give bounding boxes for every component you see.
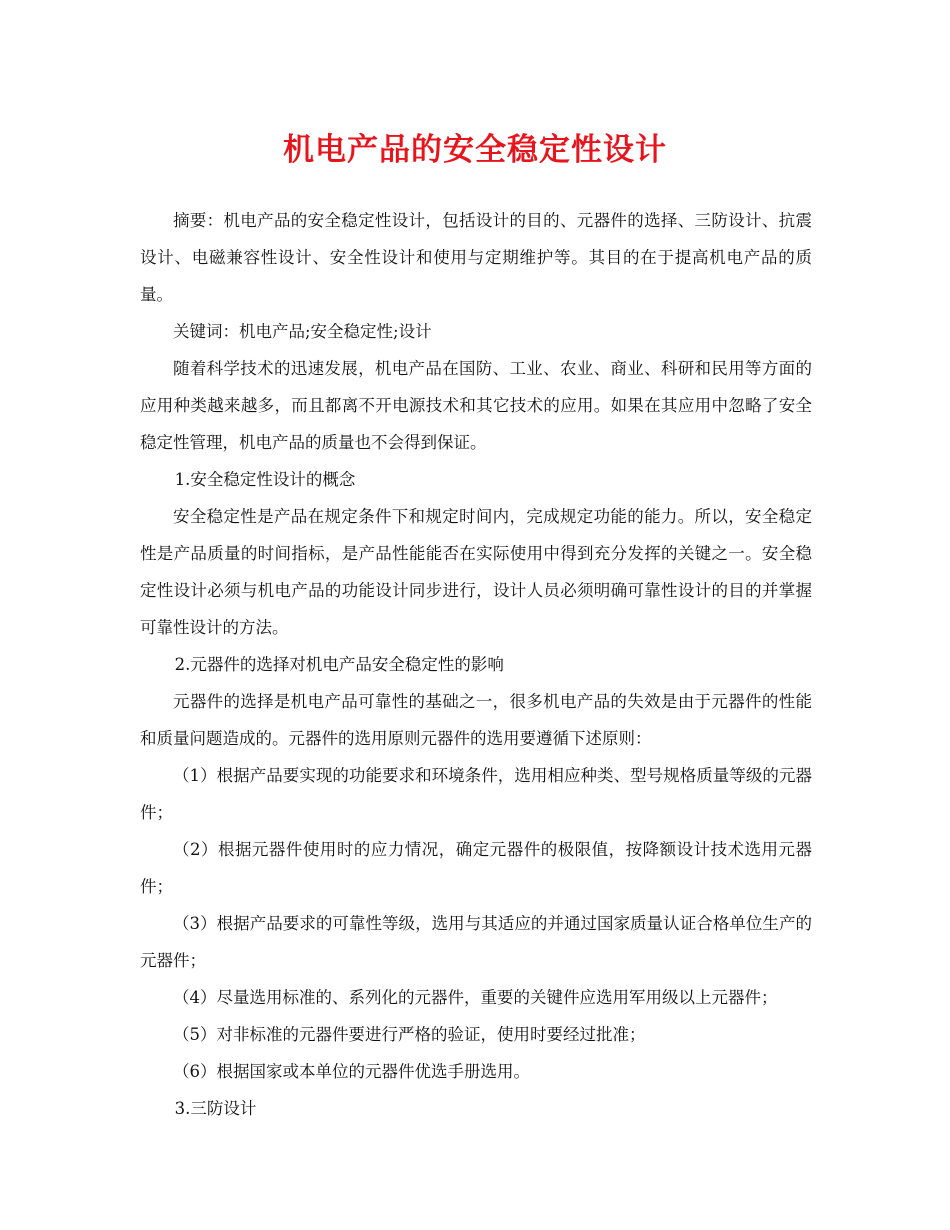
list-item-1: （1）根据产品要实现的功能要求和环境条件，选用相应种类、型号规格质量等级的元器件；: [140, 766, 812, 822]
section-heading-3: 3.三防设计: [174, 1099, 257, 1118]
document-title: 机电产品的安全稳定性设计: [283, 132, 667, 168]
keywords-paragraph: 关键词：机电产品;安全稳定性;设计: [173, 322, 432, 341]
list-item-3: （3）根据产品要求的可靠性等级，选用与其适应的并通过国家质量认证合格单位生产的元器件；: [140, 914, 812, 970]
list-item-6: （6）根据国家或本单位的元器件优选手册选用。: [173, 1062, 530, 1081]
document-body: [140, 202, 812, 1127]
list-item-5: （5）对非标准的元器件要进行严格的验证，使用时要经过批准；: [173, 1025, 646, 1044]
list-item-4: （4）尽量选用标准的、系列化的元器件，重要的关键件应选用军用级以上元器件；: [173, 988, 778, 1007]
section-2-paragraph: 元器件的选择是机电产品可靠性的基础之一，很多机电产品的失效是由于元器件的性能和质量问题造成的。元器件的选用原则元器件的选用要遵循下述原则：: [140, 692, 812, 748]
intro-paragraph: 随着科学技术的迅速发展，机电产品在国防、工业、农业、商业、科研和民用等方面的应用种类越来越多，而且都离不开电源技术和其它技术的应用。如果在其应用中忽略了安全稳定性管理，机电产品的质量也不会得到保证。: [140, 359, 812, 452]
abstract-paragraph: 摘要：机电产品的安全稳定性设计，包括设计的目的、元器件的选择、三防设计、抗震设计、电磁兼容性设计、安全性设计和使用与定期维护等。其目的在于提高机电产品的质量。: [140, 211, 812, 304]
list-item-2: （2）根据元器件使用时的应力情况，确定元器件的极限值，按降额设计技术选用元器件；: [140, 840, 812, 896]
section-heading-1: 1.安全稳定性设计的概念: [174, 470, 356, 489]
section-1-paragraph: 安全稳定性是产品在规定条件下和规定时间内，完成规定功能的能力。所以，安全稳定性是产品质量的时间指标，是产品性能能否在实际使用中得到充分发挥的关键之一。安全稳定性设计必须与机电产品的功能设计同步进行，设计人员必须明确可靠性设计的目的并掌握可靠性设计的方法。: [140, 507, 812, 637]
section-heading-2: 2.元器件的选择对机电产品安全稳定性的影响: [174, 655, 504, 674]
